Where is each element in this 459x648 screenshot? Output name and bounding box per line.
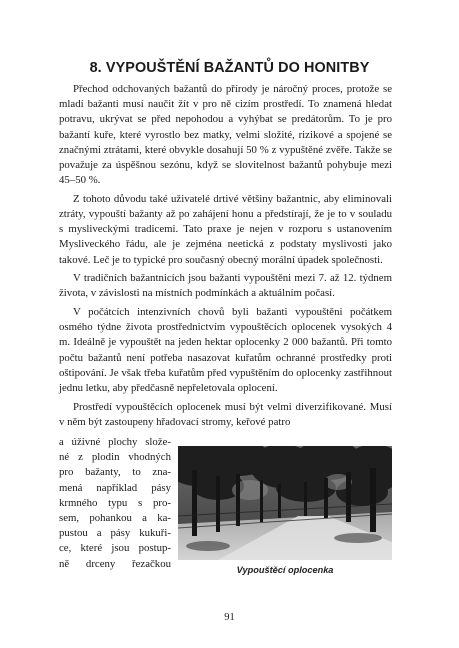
text-line: né z plodin vhodných (59, 451, 171, 464)
text-line: pro bažanty, to zna- (59, 466, 171, 479)
enclosure-photo-drawing (178, 446, 392, 560)
paragraph: V tradičních bažantnicích jsou bažanti vypouštěni mezi 7. až 12. týdnem života, v závislosti na místních podmínkách a aktuálním počasí. (59, 272, 392, 300)
chapter-heading: 8. VYPOUŠTĚNÍ BAŽANTŮ DO HONITBY (89, 60, 370, 76)
paragraph: V počátcích intenzivních chovů byli bažanti vypouštěni počátkem osmého týdne života prostřednictvím vypouštěcích oplocenek vysokých 4 m. Ideálně je vypouštět na jeden hektar oplocenky 2 000 bažantů. Při tomto počtu bažantů není potřeba nasazovat kuřatům ochranné prostředky proti oštipování. Je však třeba kuřatům před vypuštěním do oplocenky zastřihnout jednu letku, aby předčasně nepřeletovala oplocení. (59, 306, 392, 395)
figure-caption: Vypouštěcí oplocenka (236, 565, 334, 575)
paragraph: Prostředí vypouštěcích oplocenek musí být velmi diverzifikované. Musí v něm být zastoupeny hřadovací stromy, keřové patro (59, 400, 392, 428)
text-line: pustou a pásy kukuři- (59, 527, 171, 540)
text-line: mená například pásy (59, 481, 171, 494)
paragraph: Přechod odchovaných bažantů do přírody je náročný proces, protože se mladí bažanti musí naučit žít v pro ně cizím prostředí. To znamená hledat potravu, ukrývat se před nepohodou a vyhýbat se predátorům. To je pro bažantí kuře, které vyrostlo bez matky, velmi složité, rizikové a spojené se značnými ztrátami, které obvykle dosahují 50 % z vypuštěné zvěře. Takže se považuje za úspěšnou sezónu, když se slovitelnost bažantů pohybuje mezi 45–50 %. (59, 83, 392, 187)
text-line: ně drceny řezačkou (59, 557, 171, 570)
enclosure-photo (178, 446, 392, 560)
wrapped-text-column (59, 435, 171, 572)
text-line: ce, které jsou postup- (59, 542, 171, 555)
paragraph: Z tohoto důvodu také uživatelé drtivé většiny bažantnic, aby eliminovali ztráty, vypouští bažanty až po zahájení honu a předstírají, že je to v souladu s mysliveckými tradicemi. Tato praxe je nejen v rozporu s ustanovením Mysliveckého řádu, ale je zejména neetická z podstaty myslivosti jako takové. Leč je to typické pro současný obecný morální úpadek společnosti. (59, 192, 392, 266)
text-line: sem, pohankou a ka- (59, 511, 171, 524)
text-line: krmného typu s pro- (59, 496, 171, 509)
page-number: 91 (224, 612, 235, 623)
text-line: a úživné plochy slože- (59, 436, 171, 448)
body-text (59, 82, 392, 430)
